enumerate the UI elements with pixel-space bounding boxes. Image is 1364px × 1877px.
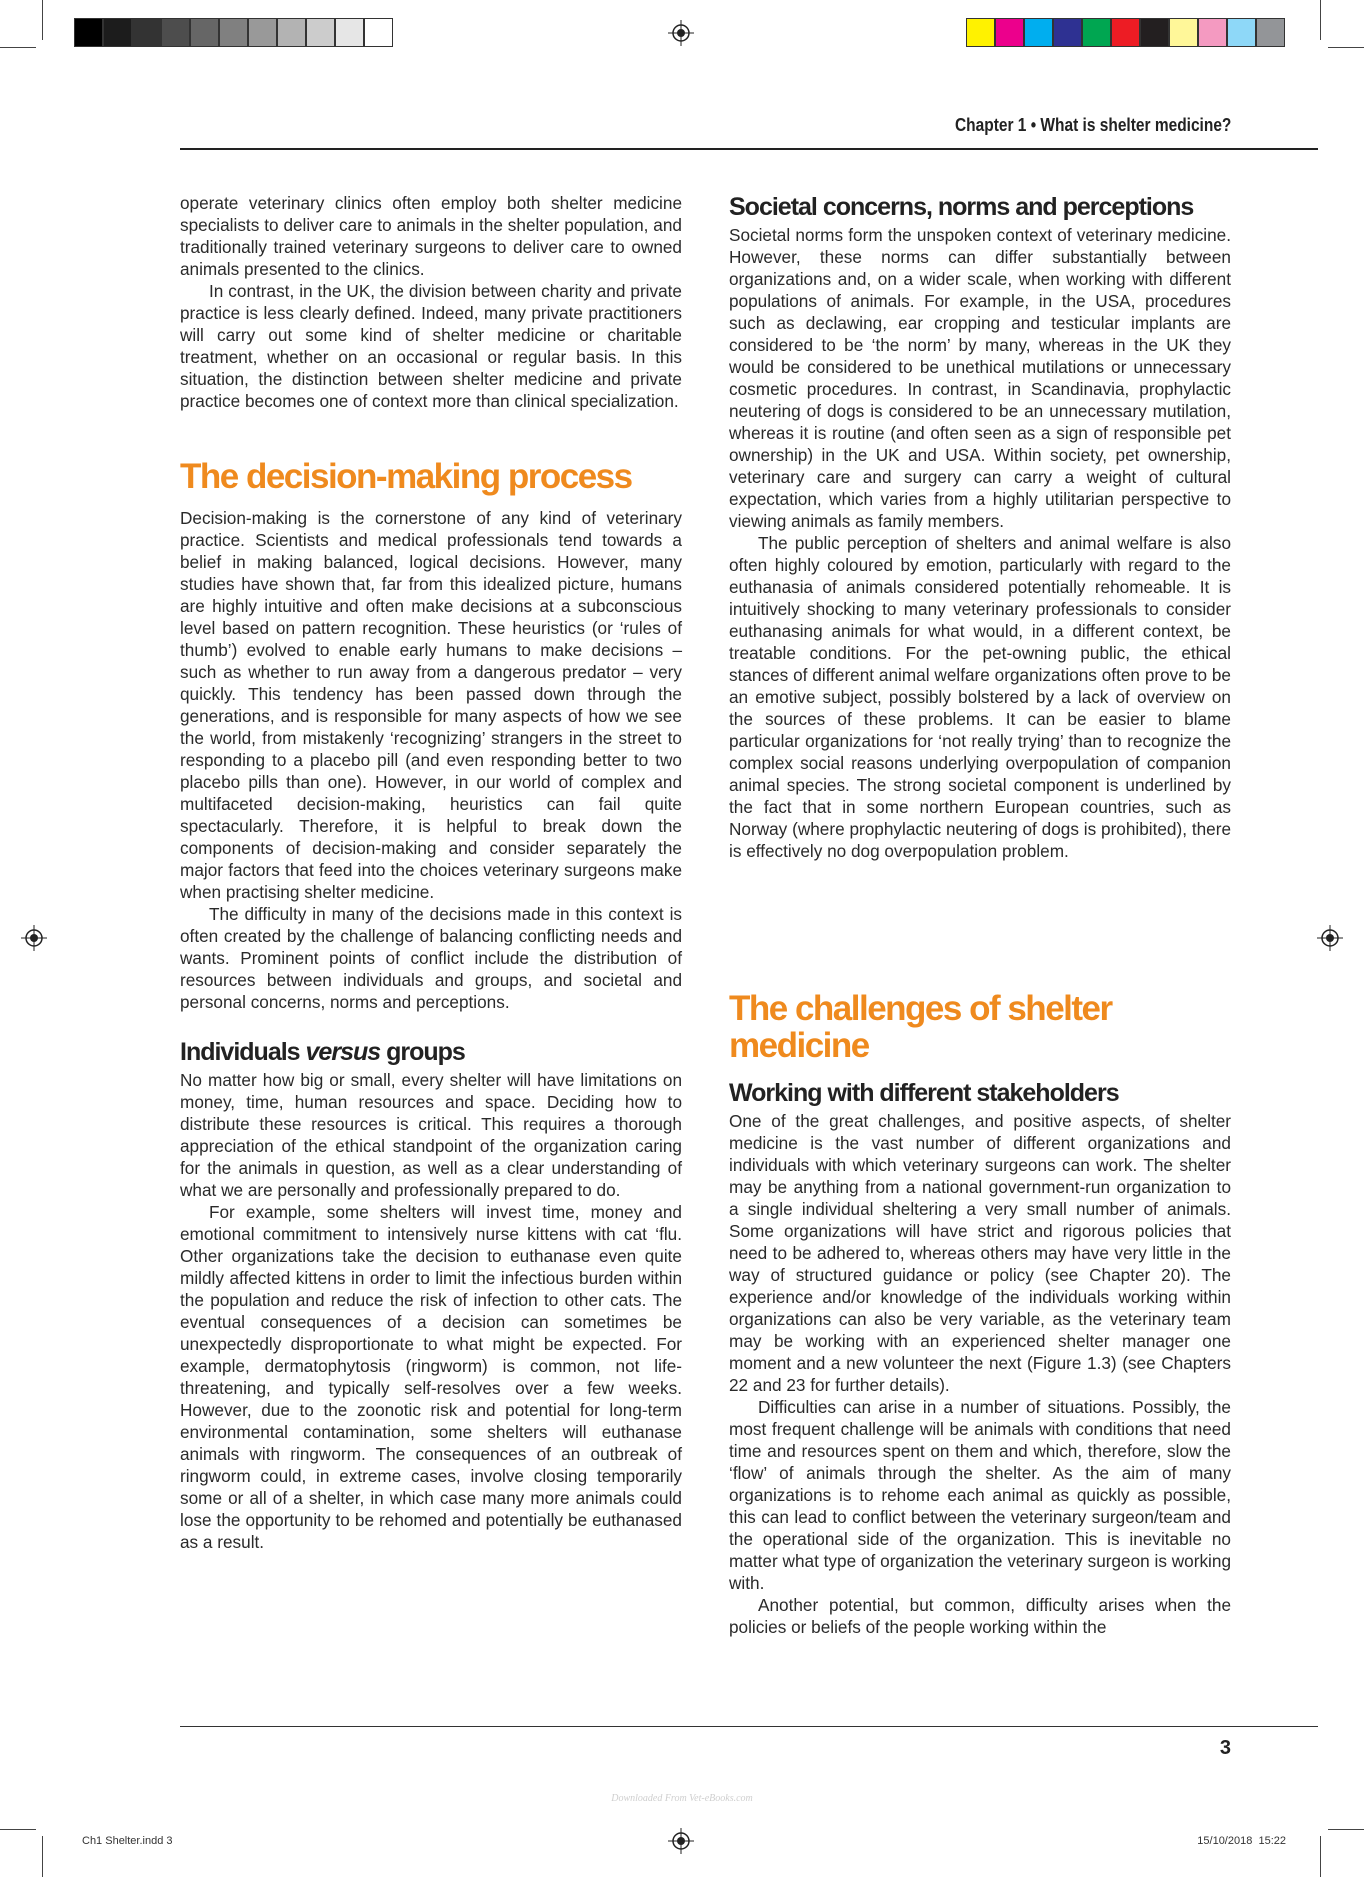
swatch bbox=[1198, 18, 1227, 47]
swatch bbox=[132, 18, 161, 47]
heading-part: groups bbox=[380, 1038, 465, 1066]
subsection-heading-individuals-versus-groups bbox=[180, 1037, 682, 1067]
swatch bbox=[1169, 18, 1198, 47]
paragraph: One of the great challenges, and positive aspects, of shelter medicine is the vast number of different organizations and individuals with which veterinary surgeons can work. The shelter may be anything from a national government-run organization to a single individual sheltering a very small number of animals. Some organizations will have strict and rigorous policies that need to be adhered to, whereas others may have very little in the way of structured guidance or policy (see Chapter 20). The experience and/or knowledge of the individuals working within organizations can also be very variable, as the veterinary team may be working with an experienced shelter manager one moment and a new volunteer the next (Figure 1.3) (see Chapters 22 and 23 for further details). bbox=[729, 1111, 1231, 1395]
grey-color-bar bbox=[74, 18, 393, 47]
slug-date-time bbox=[1197, 1835, 1286, 1847]
swatch bbox=[1256, 18, 1285, 47]
crop-mark bbox=[1320, 0, 1321, 40]
right-column bbox=[729, 192, 1231, 862]
right-column-lower bbox=[729, 990, 1231, 1638]
paragraph: operate veterinary clinics often employ both shelter medicine specialists to deliver care to animals in the shelter population, and traditionally trained veterinary surgeons to deliver care to owned animals presented to the clinics. bbox=[180, 193, 682, 279]
registration-mark-icon bbox=[668, 1828, 694, 1854]
swatch bbox=[1053, 18, 1082, 47]
swatch bbox=[335, 18, 364, 47]
left-column bbox=[180, 192, 682, 1553]
heading-part: Individuals bbox=[180, 1038, 306, 1066]
crop-mark bbox=[0, 1829, 36, 1830]
swatch bbox=[364, 18, 393, 47]
crop-mark bbox=[42, 0, 43, 40]
header-rule bbox=[180, 148, 1318, 150]
swatch bbox=[219, 18, 248, 47]
paragraph: Decision-making is the cornerstone of any kind of veterinary practice. Scientists and medical professionals tend towards a belief in making balanced, logical decisions. However, many studies have shown that, far from this idealized picture, humans are highly intuitive and often make decisions at a subconscious level based on pattern recognition. These heuristics (or ‘rules of thumb’) evolved to enable early humans to make decisions – such as whether to run away from a dangerous predator – very quickly. This tendency has been passed down through the generations, and is responsible for many aspects of how we see the world, from mistakenly ‘recognizing’ strangers in the street to responding to a placebo pill (and even responding better to two placebo pills than one). However, in our world of complex and multifaceted decision-making, heuristics can fail quite spectacularly. Therefore, it is helpful to break down the components of decision-making and consider separately the major factors that feed into the choices veterinary surgeons make when practising shelter medicine. bbox=[180, 508, 682, 902]
crop-mark bbox=[1320, 1836, 1321, 1877]
registration-mark-icon bbox=[668, 20, 694, 46]
crop-mark bbox=[1328, 1829, 1364, 1830]
slug-file-name: Ch1 Shelter.indd 3 bbox=[82, 1835, 173, 1847]
subsection-heading-societal-concerns: Societal concerns, norms and perceptions bbox=[729, 193, 1194, 221]
process-color-bar bbox=[966, 18, 1285, 47]
paragraph: No matter how big or small, every shelter will have limitations on money, time, human resources and space. Deciding how to distribute these resources is critical. This requires a thorough appreciation of the ethical standpoint of the organization caring for the animals in question, as well as a clear understanding of what we are personally and professionally prepared to do. bbox=[180, 1070, 682, 1200]
swatch bbox=[74, 18, 103, 47]
section-heading-challenges: The challenges of shelter medicine bbox=[729, 989, 1112, 1065]
swatch bbox=[995, 18, 1024, 47]
subsection-heading-stakeholders: Working with different stakeholders bbox=[729, 1079, 1119, 1107]
running-head: Chapter 1 • What is shelter medicine? bbox=[954, 115, 1231, 135]
footer-rule bbox=[180, 1726, 1318, 1727]
paragraph: The public perception of shelters and animal welfare is also often highly coloured by emotion, particularly with regard to the euthanasia of animals considered potentially rehomeable. It is intuitively shocking to many veterinary professionals to consider euthanasing animals for what would, in a different context, be treatable conditions. For the pet-owning public, the ethical stances of different animal welfare organizations often prove to be an emotive subject, possibly bolstered by a lack of overview on the sources of these problems. It can be easier to blame particular organizations for ‘not really trying’ than to recognize the complex social reasons underlying overpopulation of companion animal species. The strong societal component is underlined by the fact that in some northern European countries, such as Norway (where prophylactic neutering of dogs is prohibited), there is effectively no dog overpopulation problem. bbox=[729, 533, 1231, 861]
page-number: 3 bbox=[1219, 1737, 1231, 1759]
registration-mark-icon bbox=[21, 925, 47, 951]
crop-mark bbox=[42, 1836, 43, 1877]
swatch bbox=[103, 18, 132, 47]
paragraph: For example, some shelters will invest time, money and emotional commitment to intensively nurse kittens with cat ‘flu. Other organizations take the decision to euthanase even quite mildly affected kittens in order to limit the infectious burden within the population and reduce the risk of infection to other cats. The eventual consequences of a decision can sometimes be unexpectedly disproportionate to what might be expected. For example, dermatophytosis (ringworm) is common, not life-threatening, and typically self-resolves over a few weeks. However, due to the zoonotic risk and potential for long-term environmental contamination, some shelters will euthanase animals with ringworm. The consequences of an outbreak of ringworm could, in extreme cases, involve closing temporarily some or all of a shelter, in which case many more animals could lose the opportunity to be rehomed and potentially be euthanased as a result. bbox=[180, 1202, 682, 1552]
watermark: Downloaded From Vet-eBooks.com bbox=[611, 1793, 753, 1804]
swatch bbox=[1111, 18, 1140, 47]
paragraph: Societal norms form the unspoken context of veterinary medicine. However, these norms can differ substantially between organizations and, on a wider scale, when working with different populations of animals. For example, in the USA, procedures such as declawing, ear cropping and testicular implants are considered to be ‘the norm’ by many, whereas in the UK they would be considered to be unethical mutilations or unnecessary cosmetic procedures. In contrast, in Scandinavia, prophylactic neutering of dogs is considered to be an unnecessary mutilation, whereas it is routine (and often seen as a sign of responsible pet ownership) in the UK and USA. Within society, pet ownership, veterinary care and surgery can carry a weight of cultural expectation, which varies from a highly utilitarian perspective to viewing animals as family members. bbox=[729, 225, 1231, 531]
crop-mark bbox=[0, 47, 36, 48]
swatch bbox=[1140, 18, 1169, 47]
paragraph: Difficulties can arise in a number of situations. Possibly, the most frequent challenge will be animals with conditions that need time and resources spent on them and which, therefore, slow the ‘flow’ of animals through the shelter. As the aim of many organizations is to rehome each animal as quickly as possible, this can lead to conflict between the veterinary surgeon/team and the operational side of the organization. This is inevitable no matter what type of organization the veterinary surgeon is working with. bbox=[729, 1397, 1231, 1593]
swatch bbox=[966, 18, 995, 47]
heading-emphasis: versus bbox=[305, 1038, 381, 1066]
swatch bbox=[1082, 18, 1111, 47]
swatch bbox=[190, 18, 219, 47]
swatch bbox=[1227, 18, 1256, 47]
crop-mark bbox=[1328, 47, 1364, 48]
swatch bbox=[1024, 18, 1053, 47]
registration-mark-icon bbox=[1317, 925, 1343, 951]
paragraph: In contrast, in the UK, the division between charity and private practice is less clearly defined. Indeed, many private practitioners will carry out some kind of shelter medicine or charitable treatment, whether on an occasional or regular basis. In this situation, the distinction between shelter medicine and private practice becomes one of context more than clinical specialization. bbox=[180, 281, 682, 411]
section-heading-decision-making: The decision-making process bbox=[180, 457, 632, 496]
swatch bbox=[161, 18, 190, 47]
swatch bbox=[277, 18, 306, 47]
paragraph: Another potential, but common, difficulty arises when the policies or beliefs of the people working within the bbox=[729, 1595, 1231, 1637]
paragraph: The difficulty in many of the decisions made in this context is often created by the challenge of balancing conflicting needs and wants. Prominent points of conflict include the distribution of resources between individuals and groups, and societal and personal concerns, norms and perceptions. bbox=[180, 904, 682, 1012]
slug-date: 15/10/2018 bbox=[1197, 1835, 1253, 1847]
slug-time: 15:22 bbox=[1258, 1835, 1286, 1847]
swatch bbox=[306, 18, 335, 47]
swatch bbox=[248, 18, 277, 47]
